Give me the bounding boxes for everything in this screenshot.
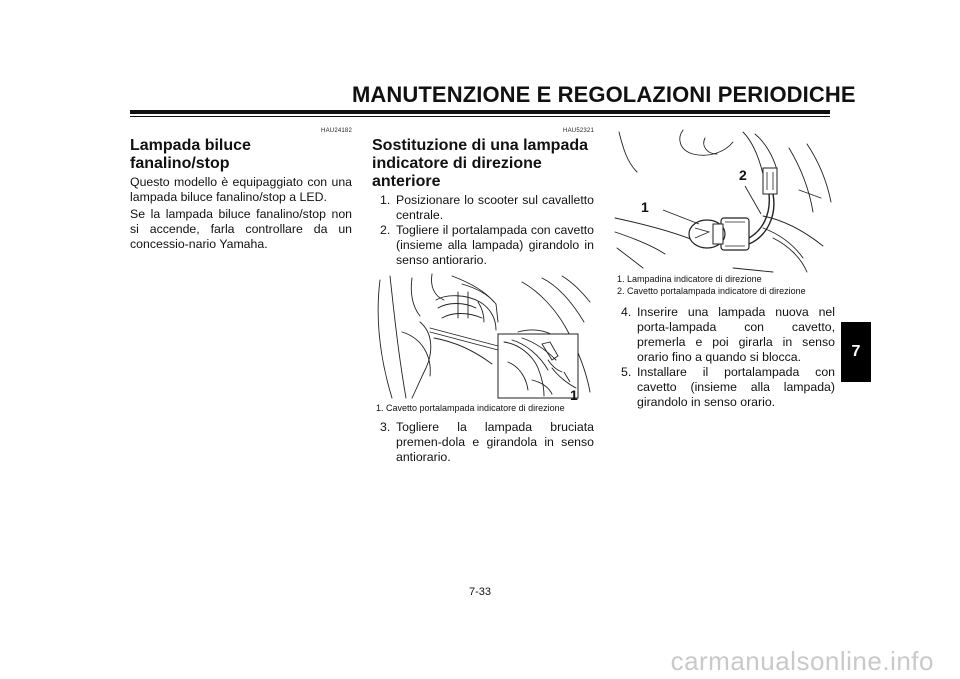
figure-callout-1: 1 xyxy=(641,199,649,215)
page-header-title: MANUTENZIONE E REGOLAZIONI PERIODICHE xyxy=(352,82,856,107)
chapter-tab: 7 xyxy=(841,322,871,382)
caption-number: 1. xyxy=(376,403,384,413)
left-column xyxy=(130,128,352,252)
bulb-socket-illustration xyxy=(613,128,835,273)
figure-caption xyxy=(613,274,835,285)
figure-callout: 1 xyxy=(570,387,578,402)
section-code: HAU52321 xyxy=(563,128,594,134)
scooter-front-drawing xyxy=(372,272,594,402)
caption-number: 2. xyxy=(617,286,625,296)
caption-number: 1. xyxy=(617,274,625,284)
step-list xyxy=(372,193,594,268)
step-item xyxy=(613,365,835,410)
step-number: 3. xyxy=(380,420,391,434)
scooter-front-illustration xyxy=(372,272,594,402)
body-paragraph: Se la lampada biluce fanalino/stop non si accende, farla controllare da un concessio-nario Yamaha. xyxy=(130,207,352,251)
step-item xyxy=(372,193,594,223)
page-number: 7-33 xyxy=(468,586,492,598)
figure-caption xyxy=(613,286,835,297)
right-column xyxy=(613,128,835,410)
step-number: 5. xyxy=(621,365,632,379)
bulb-socket-drawing xyxy=(613,128,835,273)
step-text: Installare il portalampada con cavetto (insieme alla lampada) girandolo in senso orario. xyxy=(637,365,835,409)
caption-text: Lampadina indicatore di direzione xyxy=(627,274,762,284)
section-code: HAU24182 xyxy=(321,128,352,134)
header-rule-thick xyxy=(130,110,830,114)
section-heading: Lampada biluce fanalino/stop xyxy=(130,137,251,172)
caption-text: Cavetto portalampada indicatore di direzione xyxy=(627,286,806,296)
step-number: 2. xyxy=(380,223,391,237)
header-rule-thin xyxy=(130,116,830,117)
step-list xyxy=(613,305,835,410)
middle-column xyxy=(372,128,594,465)
figure-caption xyxy=(372,403,594,414)
step-text: Togliere la lampada bruciata premen-dola e girandola in senso antiorario. xyxy=(396,420,594,464)
step-list xyxy=(372,420,594,465)
step-number: 4. xyxy=(621,305,632,319)
caption-text: Cavetto portalampada indicatore di direzione xyxy=(386,403,565,413)
step-item xyxy=(372,223,594,268)
body-paragraph: Questo modello è equipaggiato con una lampada biluce fanalino/stop a LED. xyxy=(130,175,352,204)
step-text: Inserire una lampada nuova nel porta-lampada con cavetto, premerla e poi girarla in senso orario fino a quando si blocca. xyxy=(637,305,835,364)
section-heading: Sostituzione di una lampada indicatore di direzione anteriore xyxy=(372,137,589,190)
step-number: 1. xyxy=(380,193,391,207)
step-item xyxy=(372,420,594,465)
figure-callout-2: 2 xyxy=(739,167,747,183)
watermark-text: carmanualsonline.info xyxy=(670,646,934,676)
step-text: Posizionare lo scooter sul cavalletto centrale. xyxy=(396,193,594,222)
step-text: Togliere il portalampada con cavetto (insieme alla lampada) girandolo in senso antiorario. xyxy=(396,223,594,267)
step-item xyxy=(613,305,835,365)
